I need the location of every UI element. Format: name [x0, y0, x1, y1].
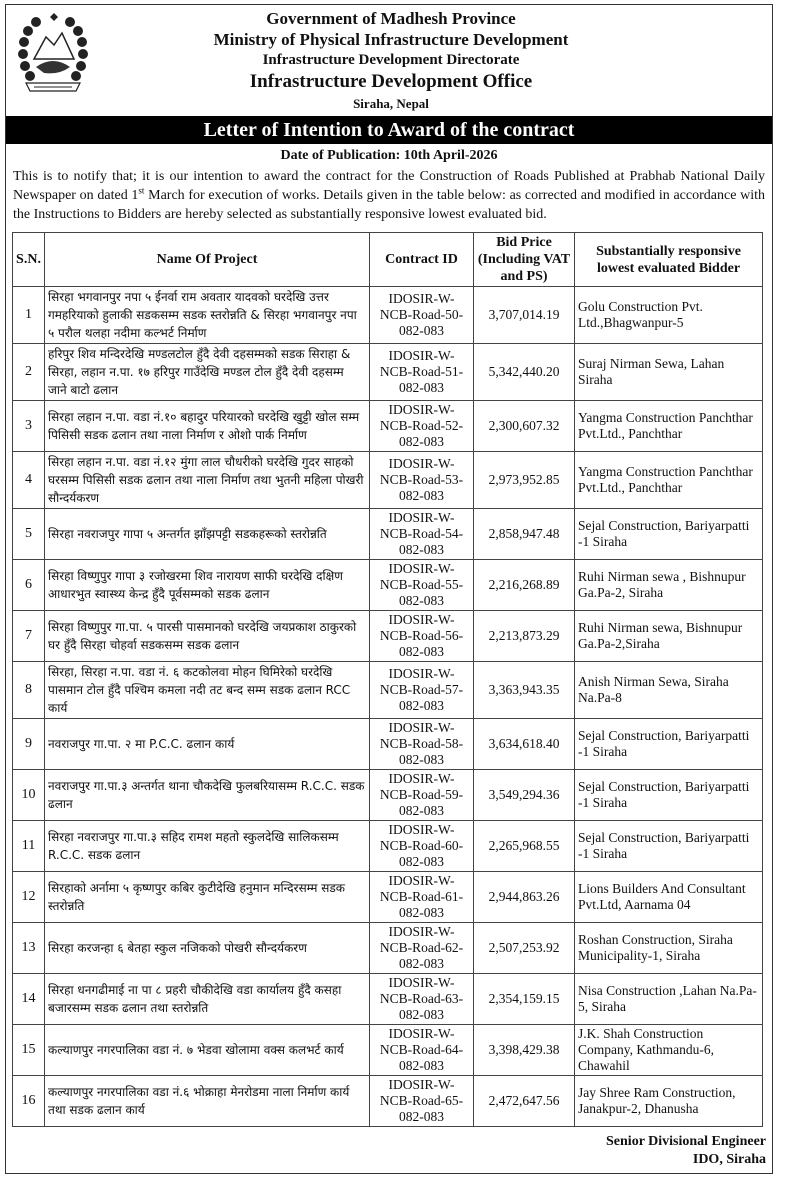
table-row — [13, 974, 763, 1025]
row-bid-price: 3,634,618.40 — [474, 719, 575, 770]
table-row — [13, 872, 763, 923]
publication-date: Date of Publication: 10th April-2026 — [280, 148, 498, 163]
row-project: कल्याणपुर नगरपालिका वडा नं.६ भोक्राहा मेनरोडमा नाला निर्माण कार्य तथा सडक ढलान कार्य — [45, 1076, 370, 1127]
row-bid-price: 2,973,952.85 — [474, 452, 575, 509]
row-contract-id: IDOSIR-W-NCB-Road-50-082-083 — [370, 287, 474, 344]
row-project: कल्याणपुर नगरपालिका वडा नं. ७ भेडवा खोलामा वक्स कलभर्ट कार्य — [45, 1025, 370, 1076]
row-bid-price: 2,944,863.26 — [474, 872, 575, 923]
row-project: सिरहा लहान न.पा. वडा नं.१० बहादुर परियारको घरदेखि खुट्टी खोल सम्म पिसिसी सडक ढलान तथा नाला निर्माण र ओशो पार्क निर्माण — [45, 401, 370, 452]
table-row — [13, 719, 763, 770]
header-contract-id: Contract ID — [370, 233, 474, 287]
row-bid-price: 2,858,947.48 — [474, 509, 575, 560]
table-row — [13, 287, 763, 344]
row-contract-id: IDOSIR-W-NCB-Road-51-082-083 — [370, 344, 474, 401]
table-row — [13, 770, 763, 821]
row-sn: 3 — [13, 401, 45, 452]
row-bid-price: 2,354,159.15 — [474, 974, 575, 1025]
row-bid-price: 3,549,294.36 — [474, 770, 575, 821]
header-project: Name Of Project — [45, 233, 370, 287]
header-bid-price: Bid Price (Including VAT and PS) — [474, 233, 575, 287]
row-contract-id: IDOSIR-W-NCB-Road-60-082-083 — [370, 821, 474, 872]
header-bidder: Substantially responsive lowest evaluated Bidder — [575, 233, 763, 287]
row-bidder: Roshan Construction, Siraha Municipality-1, Siraha — [575, 923, 763, 974]
row-bid-price: 3,707,014.19 — [474, 287, 575, 344]
row-sn: 2 — [13, 344, 45, 401]
row-sn: 4 — [13, 452, 45, 509]
letterhead — [6, 5, 772, 116]
row-sn: 9 — [13, 719, 45, 770]
awards-table-body — [13, 287, 763, 1127]
row-bidder: Golu Construction Pvt. Ltd.,Bhagwanpur-5 — [575, 287, 763, 344]
table-row — [13, 560, 763, 611]
intro-sup: st — [138, 185, 145, 196]
row-project: सिरहा नवराजपुर गापा ५ अन्तर्गत झाँझपट्टी सडकहरूको स्तरोन्नति — [45, 509, 370, 560]
awards-table — [12, 232, 763, 1127]
row-sn: 5 — [13, 509, 45, 560]
row-sn: 1 — [13, 287, 45, 344]
row-contract-id: IDOSIR-W-NCB-Road-62-082-083 — [370, 923, 474, 974]
header-location: Siraha, Nepal — [353, 96, 429, 111]
row-bid-price: 3,363,943.35 — [474, 662, 575, 719]
row-project: सिरहा नवराजपुर गा.पा.३ सहिद रामश महतो स्कुलदेखि सालिकसम्म R.C.C. सडक ढलान — [45, 821, 370, 872]
row-bid-price: 2,213,873.29 — [474, 611, 575, 662]
header-sn: S.N. — [13, 233, 45, 287]
row-sn: 6 — [13, 560, 45, 611]
row-sn: 14 — [13, 974, 45, 1025]
row-bidder: Ruhi Nirman sewa, Bishnupur Ga.Pa-2,Siraha — [575, 611, 763, 662]
row-contract-id: IDOSIR-W-NCB-Road-56-082-083 — [370, 611, 474, 662]
row-contract-id: IDOSIR-W-NCB-Road-63-082-083 — [370, 974, 474, 1025]
table-row — [13, 611, 763, 662]
row-sn: 7 — [13, 611, 45, 662]
row-sn: 10 — [13, 770, 45, 821]
row-sn: 12 — [13, 872, 45, 923]
row-sn: 11 — [13, 821, 45, 872]
row-sn: 13 — [13, 923, 45, 974]
row-project: सिरहाको अर्नामा ५ कृष्णपुर कबिर कुटीदेखि हनुमान मन्दिरसम्म सडक स्तरोन्नति — [45, 872, 370, 923]
row-bidder: Ruhi Nirman sewa , Bishnupur Ga.Pa-2, Siraha — [575, 560, 763, 611]
row-contract-id: IDOSIR-W-NCB-Road-61-082-083 — [370, 872, 474, 923]
row-sn: 16 — [13, 1076, 45, 1127]
table-row — [13, 452, 763, 509]
table-row — [13, 344, 763, 401]
row-contract-id: IDOSIR-W-NCB-Road-54-082-083 — [370, 509, 474, 560]
row-project: सिरहा भगवानपुर नपा ५ ईनर्वा राम अवतार यादवको घरदेखि उत्तर गमहरियाको हुलाकी सडकसम्म सडक स्तरोन्नति & सिरहा भगवानपुर नपा ५ परौल थलहा नदीमा कल्भर्ट निर्माण — [45, 287, 370, 344]
row-bid-price: 3,398,429.38 — [474, 1025, 575, 1076]
row-project: सिरहा करजन्हा ६ बेतहा स्कुल नजिकको पोखरी सौन्दर्यकरण — [45, 923, 370, 974]
table-row — [13, 1076, 763, 1127]
row-bidder: Sejal Construction, Bariyarpatti -1 Siraha — [575, 770, 763, 821]
header-directorate: Infrastructure Development Directorate — [262, 52, 520, 68]
intro-part1: This is to notify that; it is our intention to award the contract for the Construction of Roads Published at Prabhab National Daily Newspaper on dated 1 — [13, 169, 765, 203]
intro-paragraph — [13, 167, 765, 224]
row-bidder: Nisa Construction ,Lahan Na.Pa-5, Siraha — [575, 974, 763, 1025]
row-bidder: Lions Builders And Consultant Pvt.Ltd, Aarnama 04 — [575, 872, 763, 923]
row-contract-id: IDOSIR-W-NCB-Road-64-082-083 — [370, 1025, 474, 1076]
row-contract-id: IDOSIR-W-NCB-Road-53-082-083 — [370, 452, 474, 509]
row-bidder: Suraj Nirman Sewa, Lahan Siraha — [575, 344, 763, 401]
table-row — [13, 923, 763, 974]
row-bidder: Jay Shree Ram Construction, Janakpur-2, Dhanusha — [575, 1076, 763, 1127]
row-project: नवराजपुर गा.पा. २ मा P.C.C. ढलान कार्य — [45, 719, 370, 770]
row-contract-id: IDOSIR-W-NCB-Road-65-082-083 — [370, 1076, 474, 1127]
row-contract-id: IDOSIR-W-NCB-Road-58-082-083 — [370, 719, 474, 770]
row-bid-price: 2,507,253.92 — [474, 923, 575, 974]
signature-office: IDO, Siraha — [692, 1152, 766, 1167]
row-sn: 8 — [13, 662, 45, 719]
row-contract-id: IDOSIR-W-NCB-Road-55-082-083 — [370, 560, 474, 611]
table-row — [13, 509, 763, 560]
nepal-emblem-icon — [14, 9, 92, 97]
row-sn: 15 — [13, 1025, 45, 1076]
notice-frame — [5, 4, 773, 1174]
signature-block — [6, 1133, 766, 1169]
row-bidder: Yangma Construction Panchthar Pvt.Ltd., Panchthar — [575, 401, 763, 452]
row-project: सिरहा धनगढीमाई ना पा ८ प्रहरी चौकीदेखि वडा कार्यालय हुँदै कसहा बजारसम्म सडक ढलान तथा स्तरोन्नति — [45, 974, 370, 1025]
row-bid-price: 5,342,440.20 — [474, 344, 575, 401]
row-contract-id: IDOSIR-W-NCB-Road-52-082-083 — [370, 401, 474, 452]
header-office: Infrastructure Development Office — [249, 71, 533, 92]
header-government: Government of Madhesh Province — [266, 9, 516, 28]
table-header-row — [13, 233, 763, 287]
row-bid-price: 2,216,268.89 — [474, 560, 575, 611]
table-row — [13, 662, 763, 719]
intro-part2: March for execution of works. Details given in the table below: as corrected and modified in accordance with the Instructions to Bidders are hereby selected as substantially responsive lowest evaluated bid. — [13, 188, 765, 222]
row-bidder: Sejal Construction, Bariyarpatti -1 Siraha — [575, 509, 763, 560]
row-bid-price: 2,300,607.32 — [474, 401, 575, 452]
row-project: नवराजपुर गा.पा.३ अन्तर्गत थाना चौकदेखि फुलबरियासम्म R.C.C. सडक ढलान — [45, 770, 370, 821]
row-project: सिरहा विष्णुपुर गापा ३ रजोखरमा शिव नारायण साफी घरदेखि दक्षिण आधारभुत स्वास्थ्य केन्द्र हुँदै पूर्वसम्मको सडक ढलान — [45, 560, 370, 611]
signature-title: Senior Divisional Engineer — [606, 1134, 766, 1149]
row-project: सिरहा लहान न.पा. वडा नं.१२ मुंगा लाल चौधरीको घरदेखि गुदर साहको घरसम्म पिसिसी सडक ढलान तथा नाला निर्माण तथा भुतनी महिला पोखरी सौन्दर्यकरण — [45, 452, 370, 509]
table-row — [13, 401, 763, 452]
row-bidder: Anish Nirman Sewa, Siraha Na.Pa-8 — [575, 662, 763, 719]
row-bidder: Sejal Construction, Bariyarpatti -1 Siraha — [575, 821, 763, 872]
row-bid-price: 2,472,647.56 — [474, 1076, 575, 1127]
row-bid-price: 2,265,968.55 — [474, 821, 575, 872]
row-bidder: Sejal Construction, Bariyarpatti -1 Siraha — [575, 719, 763, 770]
row-project: सिरहा विष्णुपुर गा.पा. ५ पारसी पासमानको घरदेखि जयप्रकाश ठाकुरको घर हुँदै सिरहा चोहर्वा सडकसम्म सडक ढलान — [45, 611, 370, 662]
row-project: हरिपुर शिव मन्दिरदेखि मण्डलटोल हुँदै देवी दहसम्मको सडक सिराहा & सिरहा, लहान न.पा. १७ हरिपुर गाउँदेखि मण्डल टोल हुँदै देवी दहसम्म जाने बाटो ढलान — [45, 344, 370, 401]
table-row — [13, 821, 763, 872]
banner-title: Letter of Intention to Award of the contract — [6, 116, 772, 144]
row-project: सिरहा, सिरहा न.पा. वडा नं. ६ कटकोलवा मोहन घिमिरेको घरदेखि पासमान टोल हुँदै पश्चिम कमला नदी तट बन्द सम्म सडक ढलान RCC कार्य — [45, 662, 370, 719]
table-row — [13, 1025, 763, 1076]
row-contract-id: IDOSIR-W-NCB-Road-57-082-083 — [370, 662, 474, 719]
row-bidder: J.K. Shah Construction Company, Kathmandu-6, Chawahil — [575, 1025, 763, 1076]
row-bidder: Yangma Construction Panchthar Pvt.Ltd., Panchthar — [575, 452, 763, 509]
header-ministry: Ministry of Physical Infrastructure Development — [213, 30, 569, 49]
row-contract-id: IDOSIR-W-NCB-Road-59-082-083 — [370, 770, 474, 821]
